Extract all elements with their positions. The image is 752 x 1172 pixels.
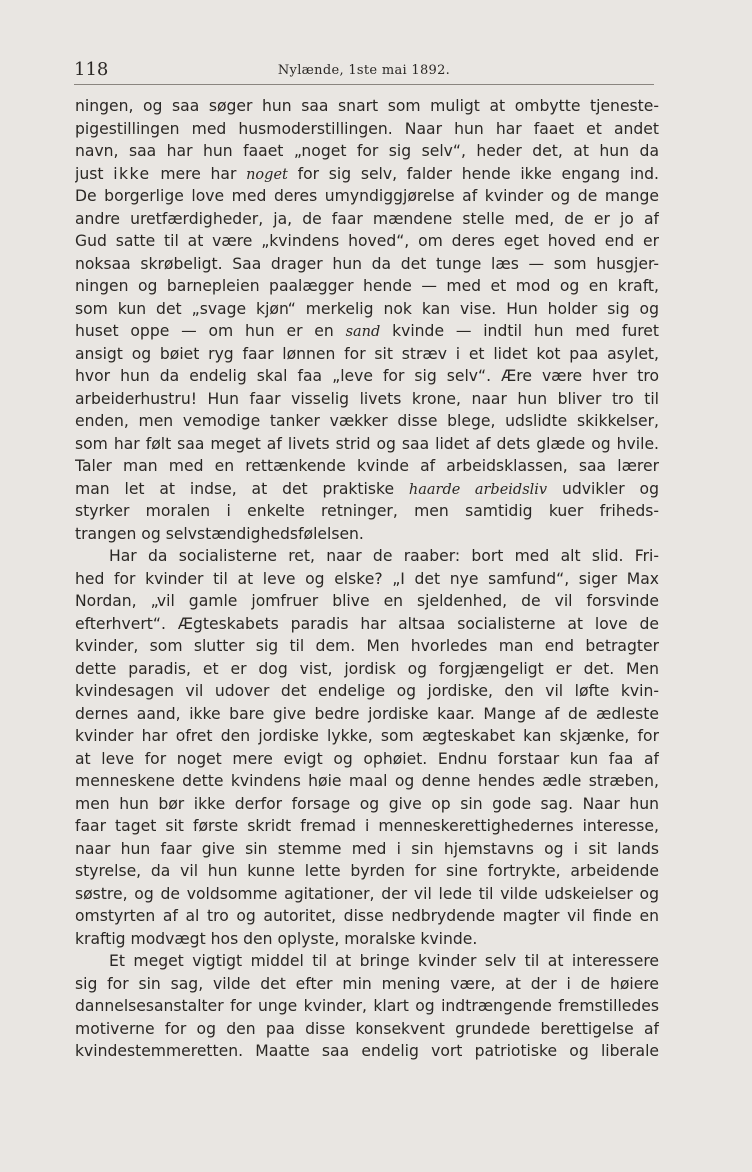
- text-run: trangen og selvstændighedsfølelsen.: [75, 524, 364, 543]
- text-line: [75, 275, 659, 298]
- text-line: [75, 793, 659, 816]
- text-run: Har da socialisterne ret, naar de raaber: bort med alt slid. Fri-: [109, 547, 659, 565]
- text-run: enden, men vemodige tanker vækker disse blege, udslidte skikkelser,: [75, 412, 659, 430]
- text-run: Et meget vigtigt middel til at bringe kvinder selv til at interessere: [109, 952, 659, 970]
- text-line: [75, 388, 659, 411]
- text-line: [75, 995, 659, 1018]
- text-line: [75, 680, 659, 703]
- text-run: Taler man med en rettænkende kvinde af arbeidsklassen, saa lærer: [75, 457, 659, 475]
- text-line: [75, 770, 659, 793]
- text-line: [75, 433, 659, 456]
- text-line: [75, 118, 659, 141]
- text-run: arbeiderhustru! Hun faar visselig livets krone, naar hun bliver tro til: [75, 389, 659, 408]
- text-line: [75, 1040, 659, 1063]
- italic-text: noget: [246, 166, 288, 183]
- text-run: naar hun faar give sin stemme med i sin hjemstavns og i sit lands: [75, 839, 659, 858]
- text-line: [75, 208, 659, 231]
- text-run: kvindesagen vil udover det endelige og jordiske, den vil løfte kvin-: [75, 682, 659, 700]
- text-run: styrker moralen i enkelte retninger, men samtidig kuer friheds-: [75, 502, 659, 520]
- text-run: men hun bør ikke derfor forsage og give op sin gode sag. Naar hun: [75, 794, 659, 813]
- text-run: pigestillingen med husmoderstillingen. Naar hun har faaet et andet: [75, 119, 659, 138]
- text-line: [75, 95, 659, 118]
- text-run: efterhvert“. Ægteskabets paradis har altsaa socialisterne at love de: [75, 614, 659, 633]
- text-line: [75, 1018, 659, 1041]
- text-run: man let at indse, at det praktiske: [75, 479, 409, 498]
- text-run: kraftig modvægt hos den oplyste, moralske kvinde.: [75, 929, 478, 948]
- text-run: dette paradis, et er dog vist, jordisk og forgjængeligt er det. Men: [75, 659, 659, 678]
- text-line: [75, 973, 659, 996]
- text-run: som kun det „svage kjøn“ merkelig nok kan vise. Hun holder sig og: [75, 299, 659, 318]
- text-line: [75, 568, 659, 591]
- text-line: [75, 185, 659, 208]
- text-run: søstre, og de voldsomme agitationer, der vil lede til vilde udskeielser og: [75, 884, 659, 903]
- text-run: udvikler og: [547, 479, 659, 498]
- text-line: [75, 860, 659, 883]
- text-run: noksaa skrøbeligt. Saa drager hun da det tunge læs — som husgjer-: [75, 254, 659, 273]
- text-run: omstyrten af al tro og autoritet, disse nedbrydende magter vil finde en: [75, 907, 659, 925]
- running-title: Nylænde, 1ste mai 1892.: [277, 63, 451, 78]
- text-line: [75, 343, 659, 366]
- text-run: motiverne for og den paa disse konsekvent grundede berettigelse af: [75, 1019, 659, 1038]
- text-line: [75, 320, 659, 343]
- text-line: [75, 748, 659, 771]
- text-line: [75, 928, 659, 951]
- text-line: [75, 590, 659, 613]
- text-run: dernes aand, ikke bare give bedre jordiske kaar. Mange af de ædleste: [75, 704, 659, 723]
- text-run: som har følt saa meget af livets strid og saa lidet af dets glæde og hvile.: [75, 434, 659, 453]
- text-run: mere har: [150, 164, 247, 183]
- text-line: [75, 725, 659, 748]
- text-run: sig for sin sag, vilde det efter min mening være, at der i de høiere: [75, 974, 659, 993]
- text-run: navn, saa har hun faaet „noget for sig selv“, heder det, at hun da: [75, 142, 659, 160]
- text-line: [75, 140, 659, 163]
- text-run: faar taget sit første skridt fremad i menneskerettighedernes interesse,: [75, 817, 659, 835]
- text-line: [75, 883, 659, 906]
- text-run: at leve for noget mere evigt og ophøiet. Endnu forstaar kun faa af: [75, 749, 659, 768]
- text-run: ningen, og saa søger hun saa snart som muligt at ombytte tjeneste-: [75, 97, 659, 115]
- text-line: [75, 838, 659, 861]
- text-run: hed for kvinder til at leve og elske? „I det nye samfund“, siger Max: [75, 569, 659, 588]
- text-line: [75, 455, 659, 478]
- text-line: [75, 658, 659, 681]
- text-line: [75, 703, 659, 726]
- text-line: [75, 410, 659, 433]
- text-line: [75, 298, 659, 321]
- text-run: kvindestemmeretten. Maatte saa endelig vort patriotiske og liberale: [75, 1042, 659, 1060]
- text-run: just: [75, 164, 114, 183]
- text-run: for sig selv, falder hende ikke engang ind.: [287, 164, 659, 183]
- text-line: [75, 950, 659, 973]
- spaced-text: ikke: [113, 164, 151, 183]
- text-line: [75, 230, 659, 253]
- text-run: kvinde — indtil hun med furet: [380, 322, 659, 340]
- text-run: Nordan, „vil gamle jomfruer blive en sjeldenhed, de vil forsvinde: [75, 592, 659, 610]
- page-number: 118: [74, 59, 109, 80]
- text-run: ningen og barnepleien paalægger hende — med et mod og en kraft,: [75, 277, 659, 295]
- italic-text: sand: [345, 324, 381, 340]
- body-text: [75, 95, 659, 1063]
- text-line: [75, 635, 659, 658]
- text-line: [75, 478, 659, 501]
- text-line: [75, 253, 659, 276]
- text-run: huset oppe — om hun er en: [75, 322, 346, 340]
- text-line: [75, 545, 659, 568]
- text-run: andre uretfærdigheder, ja, de faar mændene stelle med, de er jo af: [75, 209, 659, 228]
- text-run: kvinder har ofret den jordiske lykke, som ægteskabet kan skjænke, for: [75, 727, 659, 745]
- text-line: [75, 905, 659, 928]
- text-run: dannelsesanstalter for unge kvinder, klart og indtrængende fremstilledes: [75, 997, 659, 1015]
- text-line: [75, 500, 659, 523]
- text-run: menneskene dette kvindens høie maal og denne hendes ædle stræben,: [75, 772, 659, 790]
- page-header: [74, 60, 654, 85]
- text-line: [75, 163, 659, 186]
- text-line: [75, 613, 659, 636]
- italic-text: haarde arbeidsliv: [408, 481, 548, 498]
- text-run: kvinder, som slutter sig til dem. Men hvorledes man end betragter: [75, 637, 659, 655]
- text-line: [75, 815, 659, 838]
- text-run: ansigt og bøiet ryg faar lønnen for sit stræv i et lidet kot paa asylet,: [75, 344, 659, 363]
- text-run: Gud satte til at være „kvindens hoved“, om deres eget hoved end er: [75, 232, 659, 250]
- text-run: hvor hun da endelig skal faa „leve for sig selv“. Ære være hver tro: [75, 367, 659, 385]
- text-line: [75, 365, 659, 388]
- text-line: [75, 523, 659, 546]
- text-run: styrelse, da vil hun kunne lette byrden for sine fortrykte, arbeidende: [75, 862, 659, 880]
- text-run: De borgerlige love med deres umyndiggjørelse af kvinder og de mange: [75, 187, 659, 205]
